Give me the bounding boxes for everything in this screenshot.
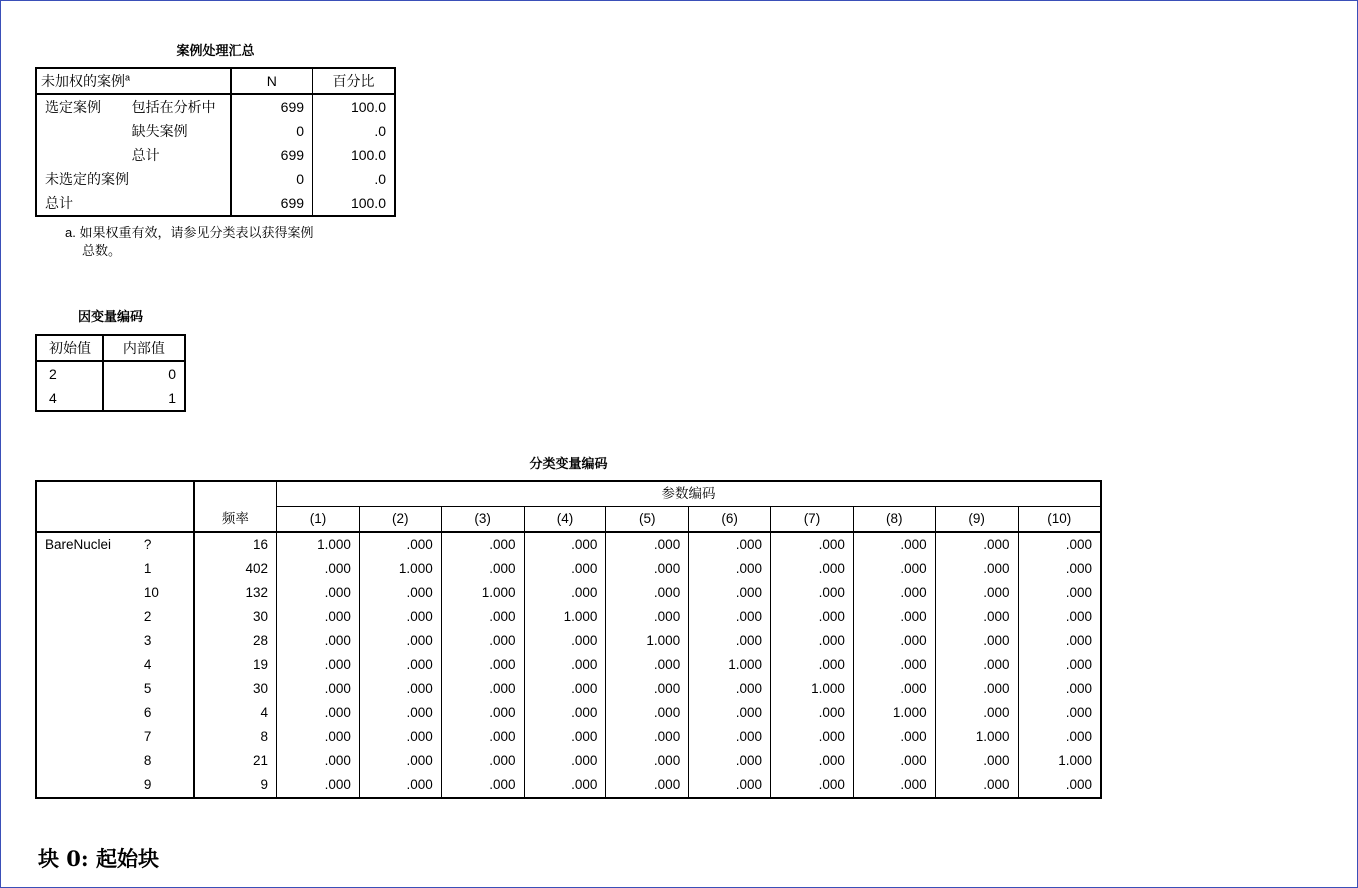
category-cell: 10 xyxy=(136,581,194,605)
parameter-value-cell: .000 xyxy=(853,629,935,653)
parameter-value-cell: .000 xyxy=(1065,681,1092,696)
footnote-letter: a. xyxy=(65,225,76,240)
row-group-label: 未选定的案例 xyxy=(36,167,231,191)
table-row xyxy=(36,94,395,119)
frequency-header: 频率 xyxy=(194,481,277,532)
parameter-value-cell: .000 xyxy=(935,581,1018,605)
original-value-cell: 2 xyxy=(36,361,103,386)
parameter-value-cell: .000 xyxy=(935,605,1018,629)
parameter-value-cell: .000 xyxy=(277,749,360,773)
n-cell: 0 xyxy=(231,167,313,191)
frequency-cell: 30 xyxy=(194,605,277,629)
parameter-value-cell: .000 xyxy=(277,557,360,581)
original-value-cell: 4 xyxy=(36,386,103,411)
parameter-value-cell: .000 xyxy=(277,605,360,629)
parameter-value-cell: .000 xyxy=(359,677,441,701)
footnote-text-1: 如果权重有效，请参见分类表以获得案例 xyxy=(79,225,314,240)
param-col-header: (7) xyxy=(771,507,854,533)
category-cell: 9 xyxy=(136,773,194,798)
parameter-value-cell: 1.000 xyxy=(441,581,524,605)
parameter-value-cell: .000 xyxy=(524,677,606,701)
table-row xyxy=(36,532,1101,557)
parameter-value-cell: .000 xyxy=(1065,537,1092,552)
pct-cell: .0 xyxy=(374,123,386,139)
category-cell: 5 xyxy=(136,677,194,701)
table-row xyxy=(36,386,185,411)
parameter-value-cell: .000 xyxy=(689,677,771,701)
parameter-value-cell: .000 xyxy=(853,653,935,677)
parameter-value-cell: .000 xyxy=(771,701,854,725)
case-summary-footnote xyxy=(65,224,313,260)
case-summary-header-text: 未加权的案例 xyxy=(41,73,125,89)
parameter-value-cell: .000 xyxy=(1065,585,1092,600)
table-row xyxy=(36,143,395,167)
category-cell: 7 xyxy=(136,725,194,749)
row-sub-label: 总计 xyxy=(124,143,231,167)
parameter-value-cell: .000 xyxy=(606,725,689,749)
parameter-value-cell: .000 xyxy=(689,605,771,629)
param-col-header: (3) xyxy=(441,507,524,533)
n-cell: 699 xyxy=(231,94,313,119)
param-col-header: (6) xyxy=(689,507,771,533)
parameter-value-cell: 1.000 xyxy=(1058,753,1092,768)
parameter-value-cell: .000 xyxy=(689,532,771,557)
pct-cell: 100.0 xyxy=(350,195,386,211)
variable-name-cell xyxy=(36,629,136,653)
parameter-value-cell: .000 xyxy=(606,749,689,773)
category-cell: 6 xyxy=(136,701,194,725)
param-col-header: (5) xyxy=(606,507,689,533)
variable-name-cell xyxy=(36,581,136,605)
variable-name-cell xyxy=(36,725,136,749)
variable-name-cell xyxy=(36,773,136,798)
parameter-value-cell: .000 xyxy=(524,725,606,749)
parameter-value-cell: .000 xyxy=(853,581,935,605)
parameter-value-cell: .000 xyxy=(359,581,441,605)
parameter-value-cell: .000 xyxy=(853,532,935,557)
case-summary-header-n: N xyxy=(231,68,313,94)
table-row xyxy=(36,167,395,191)
corner-cell xyxy=(36,481,194,532)
case-summary-table xyxy=(35,67,396,217)
parameter-value-cell: 1.000 xyxy=(277,532,360,557)
parameter-value-cell: .000 xyxy=(606,653,689,677)
parameter-value-cell: .000 xyxy=(935,677,1018,701)
param-col-header: (9) xyxy=(935,507,1018,533)
table-row xyxy=(36,557,1101,581)
variable-name-cell: BareNuclei xyxy=(45,537,112,552)
table-row xyxy=(36,581,1101,605)
table-row xyxy=(36,191,395,216)
param-col-header: (8) xyxy=(853,507,935,533)
internal-value-cell: 1 xyxy=(168,390,176,406)
table-row xyxy=(36,605,1101,629)
variable-name-cell xyxy=(36,677,136,701)
pct-cell: 100.0 xyxy=(350,99,386,115)
category-cell: 1 xyxy=(136,557,194,581)
parameter-value-cell: .000 xyxy=(853,725,935,749)
frequency-cell: 4 xyxy=(194,701,277,725)
row-group-label: 选定案例 xyxy=(45,99,101,115)
categorical-coding-title: 分类变量编码 xyxy=(529,457,608,472)
categorical-header-row-1 xyxy=(36,481,1101,507)
parameter-value-cell: .000 xyxy=(524,701,606,725)
parameter-value-cell: .000 xyxy=(853,773,935,798)
parameter-value-cell: .000 xyxy=(606,532,689,557)
row-sub-label: 缺失案例 xyxy=(124,119,231,143)
parameter-value-cell: .000 xyxy=(689,701,771,725)
parameter-value-cell: 1.000 xyxy=(606,629,689,653)
parameter-value-cell: 1.000 xyxy=(771,677,854,701)
parameter-value-cell: .000 xyxy=(935,749,1018,773)
pct-cell: 100.0 xyxy=(350,147,386,163)
parameter-value-cell: .000 xyxy=(277,725,360,749)
parameter-value-cell: .000 xyxy=(935,557,1018,581)
parameter-value-cell: 1.000 xyxy=(359,557,441,581)
frequency-cell: 16 xyxy=(194,532,277,557)
parameter-value-cell: .000 xyxy=(441,532,524,557)
table-row xyxy=(36,119,395,143)
parameter-value-cell: .000 xyxy=(1065,777,1092,792)
parameter-value-cell: .000 xyxy=(853,605,935,629)
row-sub-label: 包括在分析中 xyxy=(124,94,231,119)
parameter-value-cell: .000 xyxy=(689,629,771,653)
header-original-value: 初始值 xyxy=(36,335,103,361)
n-cell: 699 xyxy=(231,191,313,216)
internal-value-cell: 0 xyxy=(168,366,176,382)
frequency-cell: 19 xyxy=(194,653,277,677)
parameter-value-cell: .000 xyxy=(1065,609,1092,624)
parameter-value-cell: .000 xyxy=(441,677,524,701)
parameter-value-cell: .000 xyxy=(441,773,524,798)
parameter-value-cell: .000 xyxy=(853,557,935,581)
parameter-value-cell: .000 xyxy=(689,725,771,749)
footnote-line-2: 总数。 xyxy=(82,243,122,258)
variable-name-cell xyxy=(36,653,136,677)
frequency-cell: 30 xyxy=(194,677,277,701)
parameter-coding-header: 参数编码 xyxy=(277,481,1101,507)
table-row xyxy=(36,629,1101,653)
parameter-value-cell: .000 xyxy=(1065,705,1092,720)
case-summary-title: 案例处理汇总 xyxy=(176,44,255,59)
parameter-value-cell: .000 xyxy=(771,629,854,653)
parameter-value-cell: .000 xyxy=(359,749,441,773)
parameter-value-cell: .000 xyxy=(277,629,360,653)
parameter-value-cell: .000 xyxy=(524,653,606,677)
table-row xyxy=(36,653,1101,677)
param-col-header: (4) xyxy=(524,507,606,533)
table-row xyxy=(36,677,1101,701)
parameter-value-cell: .000 xyxy=(1065,633,1092,648)
case-summary-header-label xyxy=(36,68,231,94)
parameter-value-cell: 1.000 xyxy=(524,605,606,629)
parameter-value-cell: .000 xyxy=(277,701,360,725)
n-cell: 699 xyxy=(231,143,313,167)
parameter-value-cell: .000 xyxy=(441,605,524,629)
parameter-value-cell: .000 xyxy=(689,581,771,605)
parameter-value-cell: .000 xyxy=(771,653,854,677)
parameter-value-cell: .000 xyxy=(606,701,689,725)
row-group-label xyxy=(36,119,124,143)
parameter-value-cell: .000 xyxy=(771,557,854,581)
row-group-label xyxy=(36,143,124,167)
parameter-value-cell: .000 xyxy=(277,677,360,701)
block-heading: 块 0: 起始块 xyxy=(38,846,159,871)
n-cell: 0 xyxy=(231,119,313,143)
parameter-value-cell: .000 xyxy=(441,557,524,581)
parameter-value-cell: .000 xyxy=(359,701,441,725)
parameter-value-cell: .000 xyxy=(524,749,606,773)
parameter-value-cell: .000 xyxy=(771,725,854,749)
table-row xyxy=(36,725,1101,749)
row-group-label: 总计 xyxy=(36,191,231,216)
parameter-value-cell: .000 xyxy=(441,749,524,773)
parameter-value-cell: .000 xyxy=(771,749,854,773)
parameter-value-cell: .000 xyxy=(359,653,441,677)
parameter-value-cell: .000 xyxy=(935,532,1018,557)
parameter-value-cell: .000 xyxy=(359,532,441,557)
parameter-value-cell: .000 xyxy=(606,677,689,701)
parameter-value-cell: .000 xyxy=(359,605,441,629)
parameter-value-cell: .000 xyxy=(524,532,606,557)
dependent-coding-header-row xyxy=(36,335,185,361)
parameter-value-cell: .000 xyxy=(771,773,854,798)
parameter-value-cell: .000 xyxy=(935,773,1018,798)
parameter-value-cell: .000 xyxy=(359,725,441,749)
parameter-value-cell: .000 xyxy=(441,629,524,653)
parameter-value-cell: .000 xyxy=(1065,561,1092,576)
parameter-value-cell: 1.000 xyxy=(853,701,935,725)
parameter-value-cell: .000 xyxy=(441,653,524,677)
parameter-value-cell: .000 xyxy=(771,532,854,557)
parameter-value-cell: .000 xyxy=(853,677,935,701)
dependent-coding-title: 因变量编码 xyxy=(77,310,143,325)
case-summary-header-row xyxy=(36,68,395,94)
frequency-cell: 28 xyxy=(194,629,277,653)
parameter-value-cell: .000 xyxy=(524,557,606,581)
frequency-cell: 132 xyxy=(194,581,277,605)
parameter-value-cell: .000 xyxy=(441,725,524,749)
category-cell: ? xyxy=(136,532,194,557)
parameter-value-cell: .000 xyxy=(1065,729,1092,744)
parameter-value-cell: 1.000 xyxy=(689,653,771,677)
dependent-coding-table xyxy=(35,334,186,412)
parameter-value-cell: .000 xyxy=(524,581,606,605)
variable-name-cell xyxy=(36,605,136,629)
param-col-header: (2) xyxy=(359,507,441,533)
table-row xyxy=(36,773,1101,798)
parameter-value-cell: .000 xyxy=(606,557,689,581)
parameter-value-cell: .000 xyxy=(1065,657,1092,672)
parameter-value-cell: .000 xyxy=(935,701,1018,725)
parameter-value-cell: .000 xyxy=(277,773,360,798)
categorical-coding-table xyxy=(35,480,1102,799)
parameter-value-cell: .000 xyxy=(606,773,689,798)
parameter-value-cell: .000 xyxy=(853,749,935,773)
frequency-cell: 9 xyxy=(194,773,277,798)
param-col-header: (10) xyxy=(1018,507,1101,533)
frequency-cell: 8 xyxy=(194,725,277,749)
category-cell: 8 xyxy=(136,749,194,773)
footnote-marker: a xyxy=(125,72,131,83)
frequency-cell: 21 xyxy=(194,749,277,773)
parameter-value-cell: .000 xyxy=(771,605,854,629)
category-cell: 3 xyxy=(136,629,194,653)
variable-name-cell xyxy=(36,701,136,725)
parameter-value-cell: .000 xyxy=(771,581,854,605)
case-summary-header-pct: 百分比 xyxy=(313,68,395,94)
table-row xyxy=(36,749,1101,773)
table-row xyxy=(36,701,1101,725)
parameter-value-cell: .000 xyxy=(277,653,360,677)
parameter-value-cell: .000 xyxy=(524,629,606,653)
pct-cell: .0 xyxy=(374,171,386,187)
footnote-line-1 xyxy=(65,224,313,242)
parameter-value-cell: .000 xyxy=(606,581,689,605)
variable-name-cell xyxy=(36,749,136,773)
header-internal-value: 内部值 xyxy=(103,335,185,361)
parameter-value-cell: .000 xyxy=(359,773,441,798)
parameter-value-cell: .000 xyxy=(689,557,771,581)
parameter-value-cell: .000 xyxy=(935,653,1018,677)
category-cell: 2 xyxy=(136,605,194,629)
parameter-value-cell: .000 xyxy=(689,749,771,773)
variable-name-cell xyxy=(36,557,136,581)
frequency-cell: 402 xyxy=(194,557,277,581)
parameter-value-cell: .000 xyxy=(606,605,689,629)
parameter-value-cell: .000 xyxy=(524,773,606,798)
table-row xyxy=(36,361,185,386)
parameter-value-cell: 1.000 xyxy=(935,725,1018,749)
param-col-header: (1) xyxy=(277,507,360,533)
parameter-value-cell: .000 xyxy=(359,629,441,653)
category-cell: 4 xyxy=(136,653,194,677)
parameter-value-cell: .000 xyxy=(277,581,360,605)
parameter-value-cell: .000 xyxy=(935,629,1018,653)
parameter-value-cell: .000 xyxy=(441,701,524,725)
parameter-value-cell: .000 xyxy=(689,773,771,798)
